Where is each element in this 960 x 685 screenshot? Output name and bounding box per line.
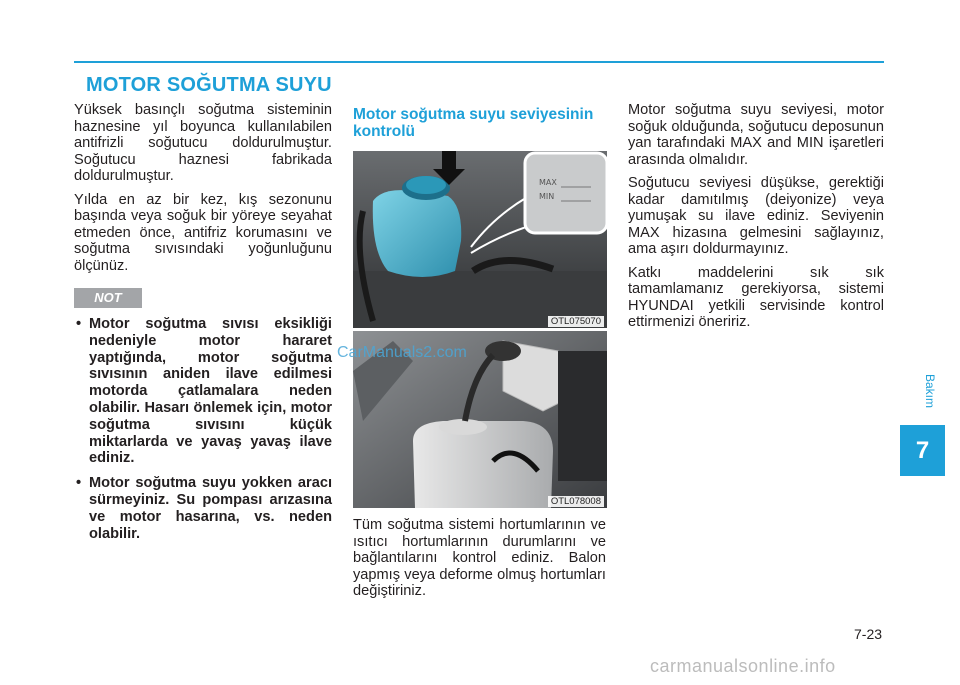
watermark-carmanuals2: CarManuals2.com <box>337 344 467 361</box>
paragraph: Motor soğutma suyu seviyesi, motor soğuk olduğunda, soğutucu deposunun yan tarafındaki MAX and MIN işaretleri arasında olmalıdır. <box>628 102 884 168</box>
paragraph: Katkı maddelerini sık sık tamamlamanız gerekiyorsa, sistemi HYUNDAI yetkili servisinde kontrol ettirmenizi öneririz. <box>628 264 884 330</box>
bullet-icon: • <box>76 475 82 492</box>
bullet-text: Motor soğutma sıvısı eksikliği nedeniyle motor hararet yaptığında, motor soğutma sıvısının aniden ilave edilmesi motorda çatlamalara neden olabilir. Hasarı önlemek için, motor soğutma sıvısını küçük miktarlarda ve yavaş yavaş ilave ediniz. <box>89 316 332 467</box>
left-column <box>74 102 332 281</box>
paragraph: Tüm soğutma sistemi hortumlarının ve ısıtıcı hortumlarının durumlarını ve bağlantılarını kontrol ediniz. Balon yapmış veya deforme olmuş hortumları değiştiriniz. <box>353 517 606 599</box>
bullet-text: Motor soğutma suyu yokken aracı sürmeyiniz. Su pompası arızasına ve motor hasarına, vs. neden olabilir. <box>89 475 332 542</box>
paragraph: Yılda en az bir kez, kış sezonunu başında veya soğuk bir yöreye seyahat etmeden önce, antifriz korumasını ve soğutma sıvısındaki yoğunluğunu ölçünüz. <box>74 191 332 274</box>
subheading: Motor soğutma suyu seviyesinin kontrolü <box>353 106 594 140</box>
list-item <box>74 475 332 542</box>
warning-list <box>74 316 332 550</box>
list-item <box>74 316 332 467</box>
chapter-label: Bakım <box>923 373 938 409</box>
bullet-icon: • <box>76 316 82 332</box>
note-badge <box>74 288 142 308</box>
min-mark: MIN <box>539 192 555 201</box>
middle-column-text <box>353 517 606 607</box>
chapter-tab <box>900 425 945 476</box>
image-code: OTL075070 <box>548 316 604 327</box>
right-column <box>628 102 884 338</box>
engine-bay-illustration <box>353 151 607 328</box>
max-mark: MAX <box>539 178 557 187</box>
image-code: OTL078008 <box>548 496 604 507</box>
note-label: NOT <box>94 290 122 305</box>
paragraph: Yüksek basınçlı soğutma sisteminin haznesine yıl boyunca kullanılabilen antifrizli soğutucu doldurulmuştur. Soğutucu haznesi fabrikada doldurulmuştur. <box>74 102 332 184</box>
coolant-reservoir-photo <box>353 151 607 328</box>
chapter-number: 7 <box>915 437 930 464</box>
section-title: MOTOR SOĞUTMA SUYU <box>86 74 332 96</box>
page-number: 7-23 <box>854 626 883 642</box>
paragraph: Soğutucu seviyesi düşükse, gerektiği kadar damıtılmış (deiyonize) veya yumuşak su ilave ediniz. Seviyenin MAX hizasına gelmesini sağlayınız, ama aşırı doldurmayınız. <box>628 175 884 257</box>
watermark-carmanualsonline: carmanualsonline.info <box>650 656 836 676</box>
header-rule <box>74 61 884 63</box>
